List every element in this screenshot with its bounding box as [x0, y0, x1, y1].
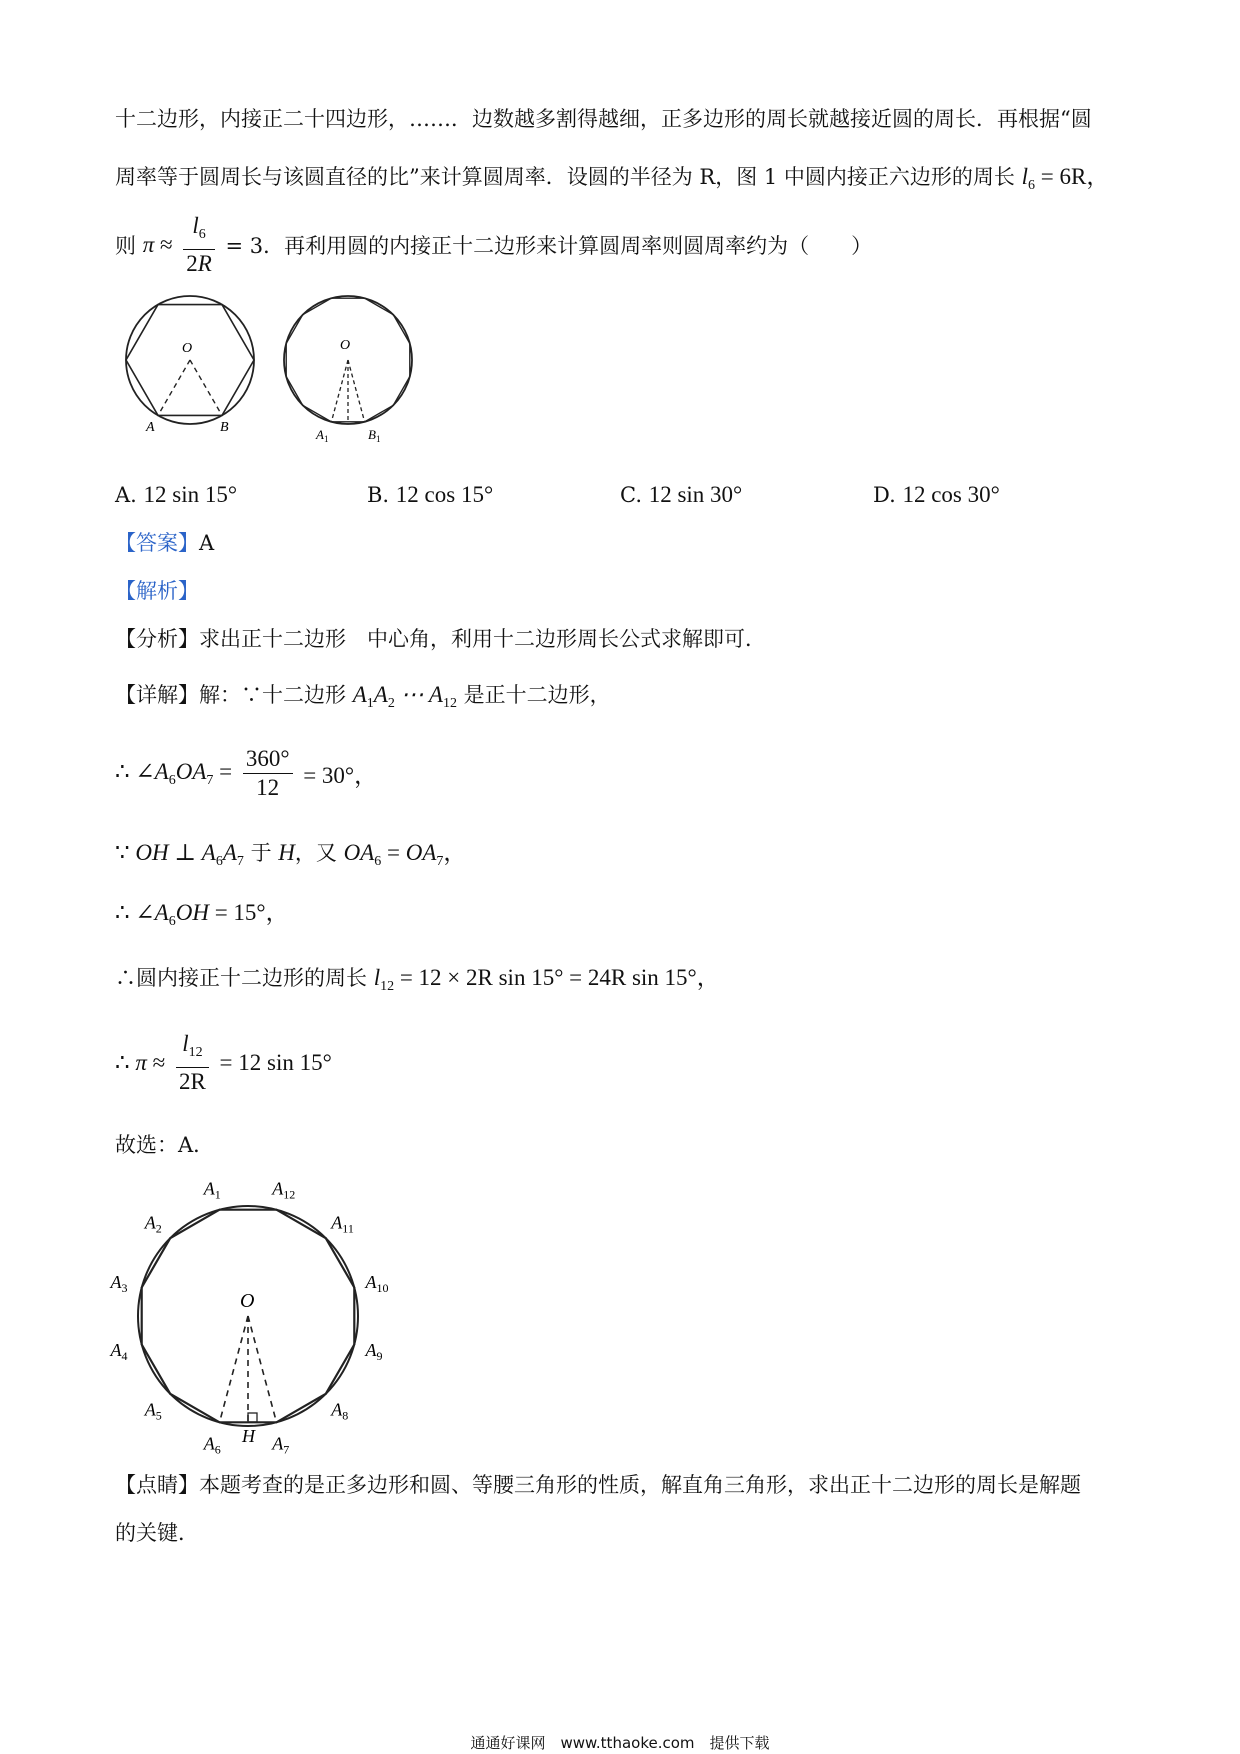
xiangjie-line — [115, 680, 1125, 719]
answer-line — [115, 528, 1125, 558]
label-B1: $B_1$ — [368, 427, 381, 444]
figure-hexagon-in-circle — [118, 292, 266, 442]
xiangjie-text-after: 是正十二边形， — [463, 683, 611, 707]
radius-OA1 — [331, 360, 348, 422]
radius-OA7 — [248, 1316, 277, 1422]
option-b[interactable]: B. 12 cos 15° — [367, 482, 494, 507]
option-d[interactable]: D. 12 cos 30° — [873, 482, 1000, 507]
label-a7: $A_7$ — [272, 1433, 290, 1457]
right-angle-mark — [248, 1413, 257, 1422]
label-H: H — [242, 1426, 255, 1446]
label-a10: $A_{10}$ — [365, 1271, 389, 1295]
footer-source: 通通好课网 www.tthaoke.com 提供下载 — [470, 1734, 770, 1752]
fraction-l6-over-2R: $\frac{l_6}{2R}$ — [183, 212, 215, 278]
answer-value: A — [199, 531, 215, 555]
label-O: O — [182, 341, 193, 356]
pi-approx: π ≈ — [142, 232, 173, 257]
label-O: O — [240, 1290, 255, 1312]
polygon-name: $A_1A_2$ ⋯ $A_{12}$ — [352, 682, 457, 711]
label-a6: $A_6$ — [203, 1433, 221, 1457]
radius-OB1 — [348, 360, 365, 422]
xiangjie-text-before: 解：∵十二边形 — [199, 683, 346, 707]
step-1: ∴ $\angle A_6OA_7$ = $\frac{360^\circ}{12}$ = 30°， — [115, 746, 378, 800]
intro-line-3-suffix: = 3．再利用圆的内接正十二边形来计算圆周率则圆周率约为（ ） — [225, 234, 873, 258]
fenxi-text: 求出正十二边形 中心角，利用十二边形周长公式求解即可． — [199, 627, 766, 651]
option-c[interactable]: C. 12 sin 30° — [620, 482, 743, 507]
figure-dodecagon-in-circle — [278, 292, 424, 442]
step-3: ∴ $\angle A_6OH = 15^\circ$， — [115, 900, 289, 929]
label-O: O — [340, 338, 351, 353]
option-a[interactable]: A. 12 sin 15° — [115, 482, 238, 507]
analysis-tag: 【解析】 — [115, 579, 199, 603]
step-5: ∴ π ≈ $\frac{l_{12}}{2R}$ = 12 sin 15° — [115, 1031, 332, 1094]
fraction-l12-over-2R: $\frac{l_{12}}{2R}$ — [176, 1030, 209, 1096]
answer-tag: 【答案】 — [115, 531, 199, 555]
label-A: A — [146, 420, 155, 435]
conclusion: 故选：A． — [115, 1133, 215, 1157]
fenxi-line — [115, 624, 1125, 654]
intro-line-2-text: 周率等于圆周长与该圆直径的比”来计算圆周率．设圆的半径为 R，图 1 中圆内接正六边形的周长 — [115, 165, 1015, 189]
label-a9: $A_9$ — [365, 1340, 383, 1364]
label-a1: $A_1$ — [203, 1178, 221, 1202]
label-a8: $A_8$ — [331, 1399, 349, 1423]
label-a12: $A_{12}$ — [272, 1178, 296, 1202]
dianjing-line-1: 【点睛】本题考查的是正多边形和圆、等腰三角形的性质，解直角三角形，求出正十二边形的周长是解题 — [115, 1473, 1081, 1497]
label-a2: $A_2$ — [144, 1212, 162, 1236]
xiangjie-tag: 【详解】 — [115, 683, 199, 707]
fenxi-tag: 【分析】 — [115, 627, 199, 651]
step-2: ∵ OH ⊥ $A_6A_7$ 于 H，又 $OA_6 = OA_7$， — [115, 840, 467, 869]
label-a4: $A_4$ — [110, 1340, 128, 1364]
radius-OB — [190, 360, 222, 415]
fraction-360-over-12: $\frac{360^\circ}{12}$ — [243, 745, 293, 802]
radius-OA — [158, 360, 190, 415]
figure-labeled-dodecagon — [110, 1178, 389, 1457]
label-a11: $A_{11}$ — [331, 1212, 354, 1236]
dianjing-line-2: 的关键． — [115, 1521, 199, 1545]
intro-line-2 — [115, 162, 1125, 201]
label-A1: $A_1$ — [316, 427, 329, 444]
dianjing-tag: 【点睛】 — [115, 1473, 199, 1497]
radius-OA6 — [220, 1316, 249, 1422]
intro-line-1: 十二边形，内接正二十四边形，……．边数越多割得越细，正多边形的周长就越接近圆的周长．再根据“圆 — [115, 107, 1092, 131]
intro-perimeter-formula: $l_6 = 6R$， — [1021, 164, 1110, 193]
step-4: ∴圆内接正十二边形的周长 $l_{12} = 12 \times 2R$ sin 15° = 24R sin 15°， — [115, 965, 720, 994]
label-a3: $A_3$ — [110, 1271, 128, 1295]
label-B: B — [220, 420, 229, 435]
intro-line-3-prefix: 则 — [115, 234, 136, 258]
intro-line-3 — [115, 212, 1125, 276]
label-a5: $A_5$ — [144, 1399, 162, 1423]
